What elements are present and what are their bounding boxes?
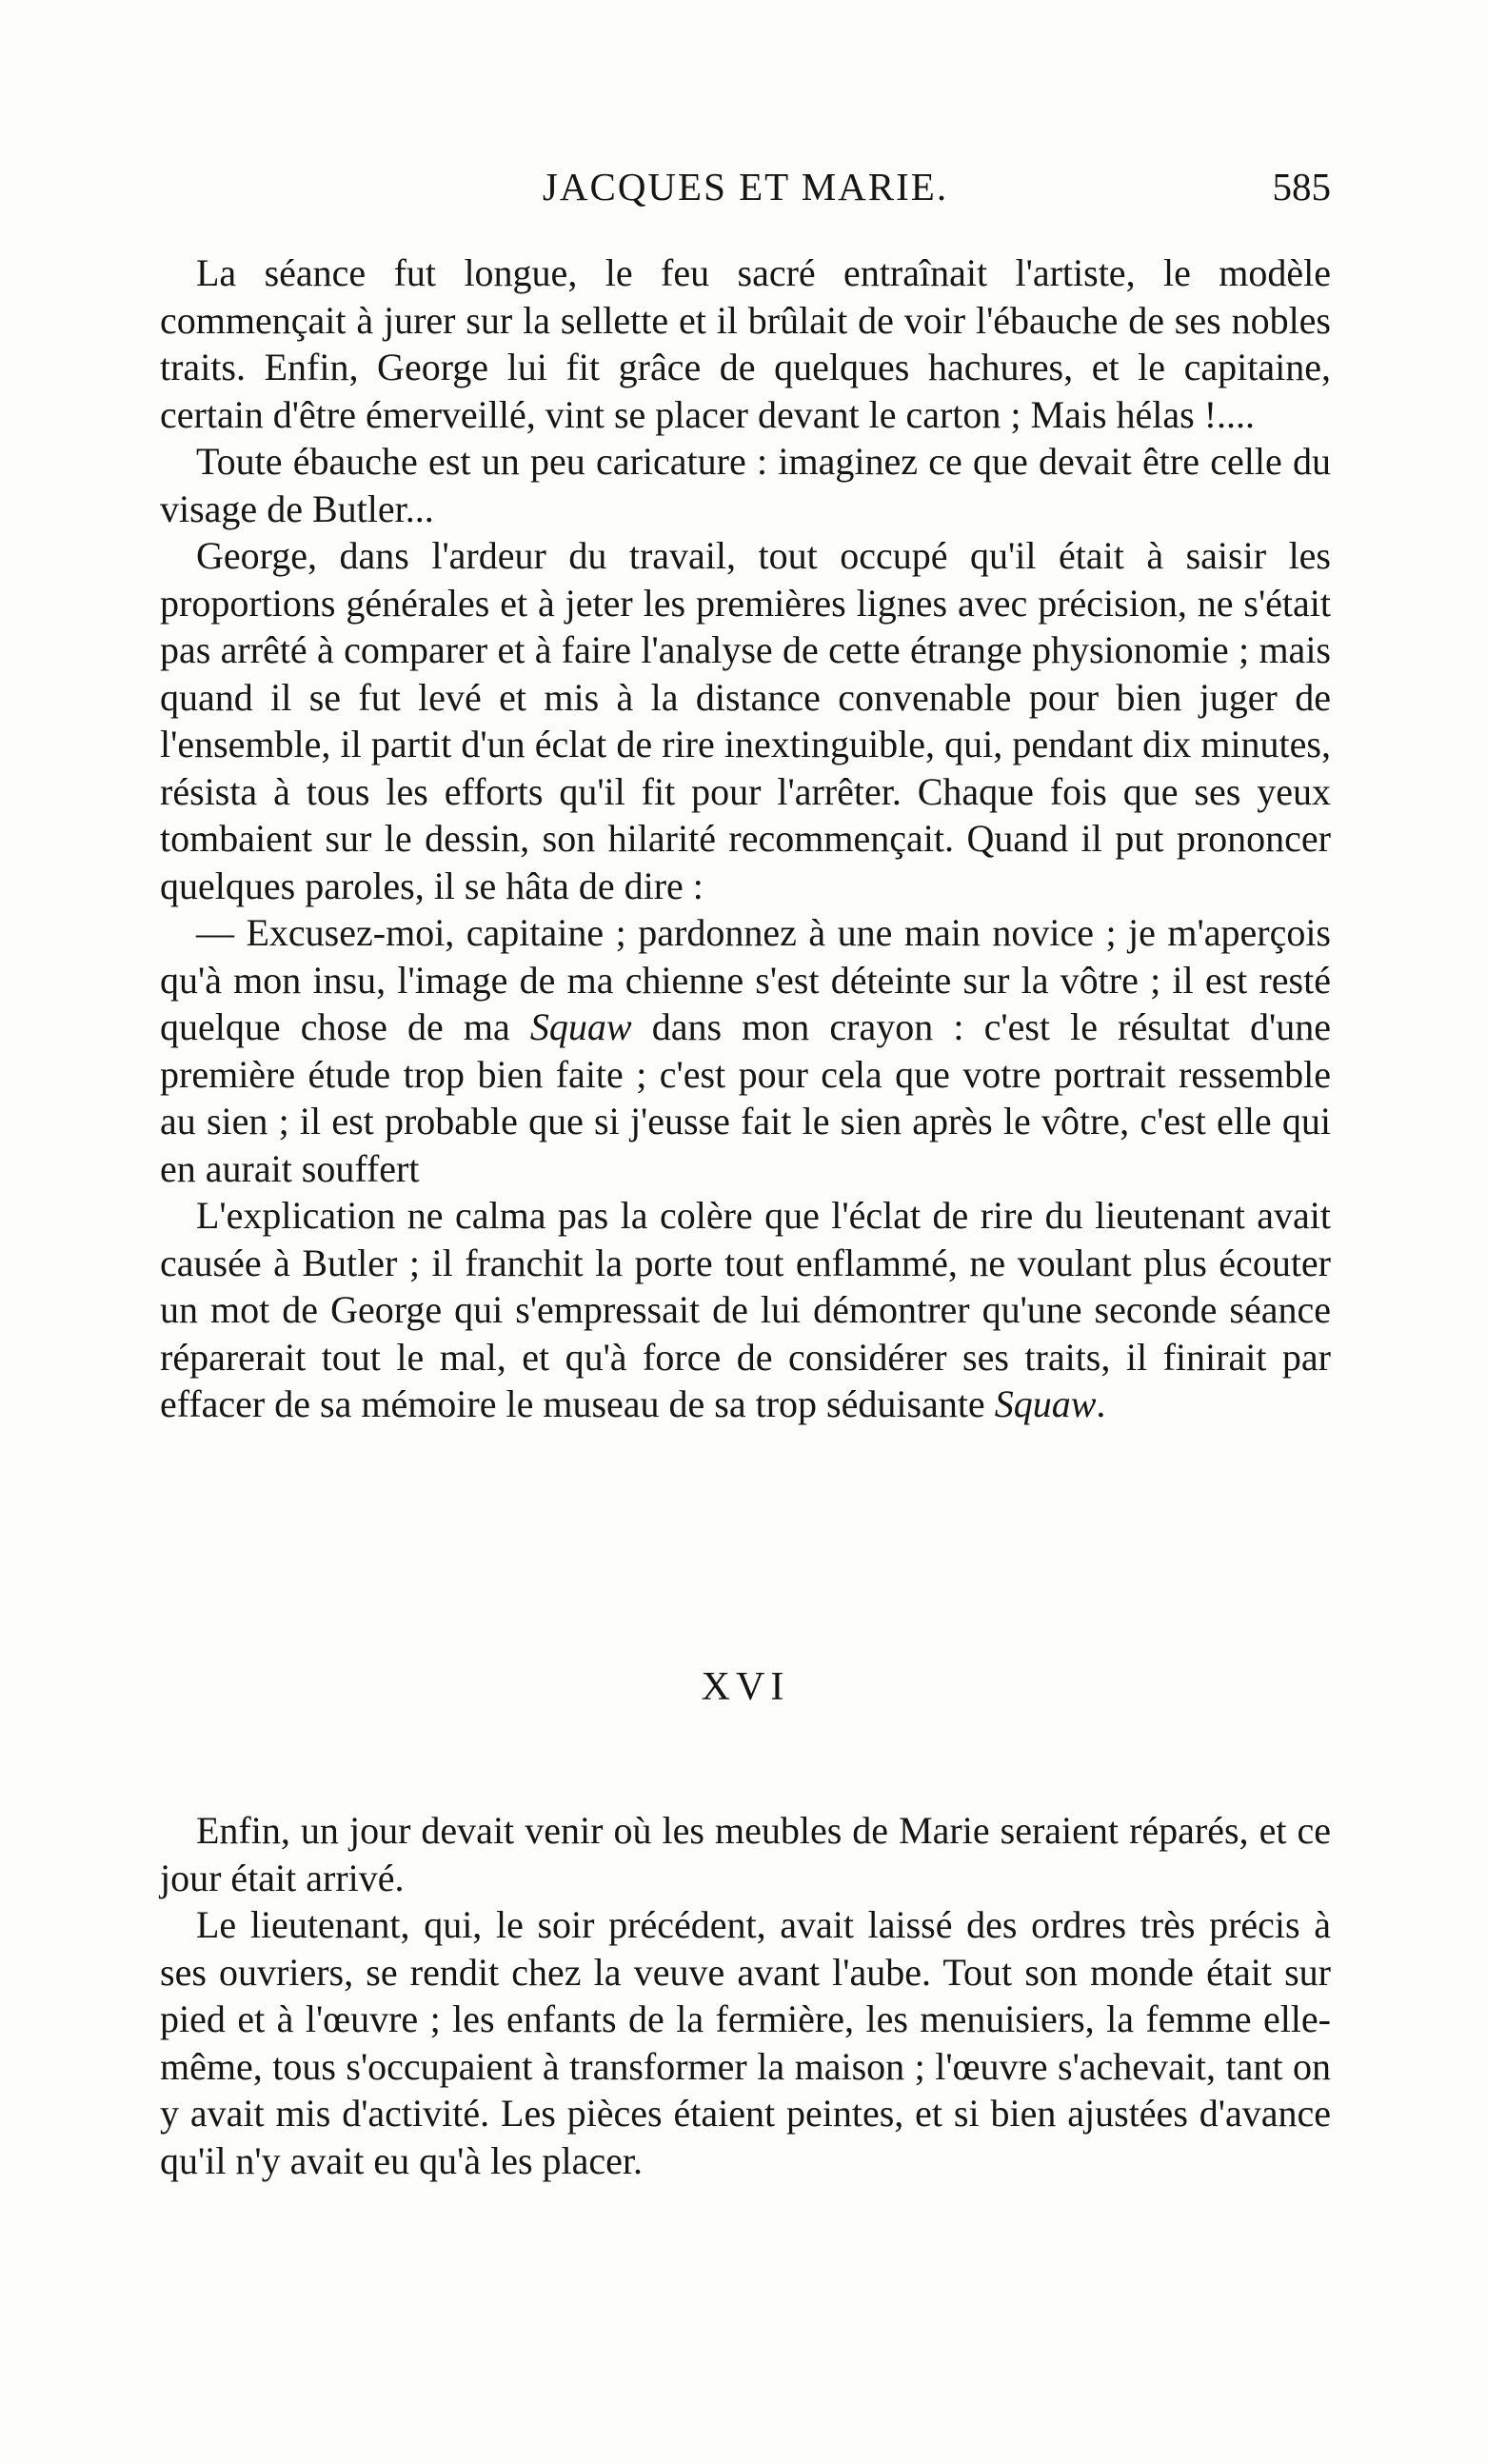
paragraph: George, dans l'ardeur du travail, tout occupé qu'il était à saisir les proportions générales et à jeter les premières lignes avec précision, ne s'était pas arrêté à comparer et à faire l'analyse de cette étrange physionomie ; mais quand il se fut levé et mis à la distance convenable pour bien juger de l'ensemble, il partit d'un éclat de rire inextinguible, qui, pendant dix minutes, résista à tous les efforts qu'il fit pour l'arrêter. Chaque fois que ses yeux tombaient sur le dessin, son hilarité recommençait. Quand il put prononcer quelques paroles, il se hâta de dire : [160,534,1331,907]
running-title: JACQUES ET MARIE. [542,165,949,209]
chapter-heading: XVI [701,1665,790,1709]
section-two-text [160,1807,1331,2184]
paragraph: La séance fut longue, le feu sacré entraînait l'artiste, le modèle commençait à jurer sur la sellette et il brûlait de voir l'ébauche de ses nobles traits. Enfin, George lui fit grâce de quelques hachures, et le capitaine, certain d'être émerveillé, vint se placer devant le carton ; Mais hélas !.... [160,251,1331,436]
paragraph: Le lieutenant, qui, le soir précédent, avait laissé des ordres très précis à ses ouvriers, se rendit chez la veuve avant l'aube. Tout son monde était sur pied et à l'œuvre ; les enfants de la fermière, les menuisiers, la femme elle-même, tous s'occupaient à transformer la maison ; l'œuvre s'achevait, tant on y avait mis d'activité. Les pièces étaient peintes, et si bien ajustées d'avance qu'il n'y avait eu qu'à les placer. [160,1903,1331,2182]
italic-term: Squaw [994,1382,1097,1425]
closing-paragraph [160,1192,1331,1428]
running-header [160,164,1331,221]
paragraph: Enfin, un jour devait venir où les meubles de Marie seraient réparés, et ce jour était arrivé. [160,1809,1331,1899]
paragraph-text: L'explication ne calma pas la colère que l'éclat de rire du lieutenant avait causée à Butler ; il franchit la porte tout enflammé, ne voulant plus écouter un mot de George qui s'empressait de lui démontrer qu'une seconde séance réparerait tout le mal, et qu'à force de considérer ses traits, il finirait par effacer de sa mémoire le museau de sa trop séduisante [160,1194,1331,1425]
paragraph-text: . [1096,1382,1106,1425]
paragraph: Toute ébauche est un peu caricature : imaginez ce que devait être celle du visage de Butler... [160,440,1331,530]
page-number: 585 [1272,165,1331,209]
dialogue-paragraph [160,909,1331,1192]
dialogue-text: — Excusez-moi, capitaine ; pardonnez à une main novice ; je m'aperçois qu'à mon insu, l'image de ma chienne s'est déteinte sur la vôtre ; il est resté quelque chose de ma [160,911,1331,1048]
dialogue-text: dans mon crayon : c'est le résultat d'une première étude trop bien faite ; c'est pour cela que votre portrait ressemble au sien ; il est probable que si j'eusse fait le sien après le vôtre, c'est elle qui en aurait souffert [160,1005,1331,1190]
italic-term: Squaw [529,1005,632,1048]
section-one-text [160,249,1331,1428]
